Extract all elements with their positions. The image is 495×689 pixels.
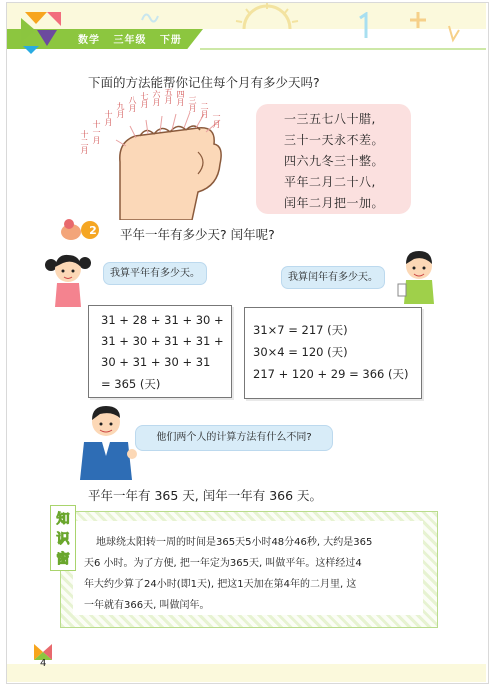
month-label: 六月 — [152, 90, 161, 106]
knowledge-line: 年大约少算了24小时(即1天), 把这1天加在第4年的二月里, 这 — [84, 579, 357, 590]
rhyme-box — [256, 104, 411, 214]
knowledge-line: 地球绕太阳转一周的时间是365天5小时48分46秒, 大约是365 — [96, 537, 373, 548]
question-number: 2 — [89, 224, 97, 237]
boy-calculation-card — [244, 307, 422, 399]
month-label: 二月 — [200, 102, 209, 118]
knowledge-tab — [50, 505, 76, 571]
rhyme-line: 一三五七八十腊, — [284, 112, 376, 126]
calc-line: 217 + 120 + 29 = 366 (天) — [253, 367, 409, 381]
month-label: 三月 — [188, 96, 197, 112]
rhyme-line: 三十一天永不差。 — [284, 133, 385, 147]
calc-line: 30 + 31 + 30 + 31 — [101, 355, 211, 369]
month-label: 四月 — [176, 90, 185, 106]
month-label: 九月 — [116, 102, 125, 118]
calc-line: 30×4 = 120 (天) — [253, 345, 348, 359]
girl-speech-bubble: 我算平年有多少天。 — [103, 262, 207, 285]
header-title: 数学 三年级 下册 — [78, 35, 182, 46]
month-label: 八月 — [128, 96, 137, 112]
boy-avatar — [396, 246, 442, 304]
teacher-speech-bubble: 他们两个人的计算方法有什么不同? — [135, 425, 333, 451]
knowledge-title-char: 识 — [56, 532, 70, 547]
plus-decoration — [408, 10, 428, 30]
rhyme-line: 四六九冬三十整。 — [284, 154, 385, 168]
month-label: 五月 — [164, 88, 173, 104]
tick-decoration — [445, 22, 463, 44]
calc-line: 31×7 = 217 (天) — [253, 323, 348, 337]
calc-line: 31 + 28 + 31 + 30 + — [101, 313, 224, 327]
header-rule — [200, 48, 486, 50]
month-label: 十月 — [104, 110, 113, 126]
month-label: 七月 — [140, 92, 149, 108]
question-text: 平年一年有多少天? 闰年呢? — [120, 227, 275, 242]
squiggle-decoration — [140, 6, 164, 26]
conclusion-text: 平年一年有 365 天, 闰年一年有 366 天。 — [88, 488, 323, 503]
knowledge-line: 一年就有366天, 叫做闰年。 — [84, 600, 210, 611]
calc-line: = 365 (天) — [101, 377, 161, 391]
boy-speech-bubble: 我算闰年有多少天。 — [281, 266, 385, 289]
month-label: 十二月 — [80, 130, 89, 154]
number-one-decoration — [354, 12, 374, 40]
sun-decoration — [232, 3, 302, 29]
teacher-avatar — [78, 402, 140, 480]
intro-question: 下面的方法能帮你记住每个月有多少天吗? — [88, 75, 320, 90]
rhyme-line: 闰年二月把一加。 — [284, 196, 385, 210]
knowledge-title-char: 窗 — [56, 552, 70, 567]
month-label: 一月 — [212, 112, 221, 128]
knowledge-line: 天6 小时。为了方便, 把一年定为365天, 叫做平年。这样经过4 — [84, 558, 362, 569]
month-label: 十一月 — [92, 120, 101, 144]
footer-bar — [7, 664, 486, 682]
girl-avatar — [43, 249, 93, 307]
rhyme-line: 平年二月二十八, — [284, 175, 376, 189]
knowledge-title-char: 知 — [56, 512, 70, 527]
tangram-logo-icon — [17, 8, 67, 54]
calc-line: 31 + 30 + 31 + 31 + — [101, 334, 224, 348]
girl-calculation-card — [88, 305, 232, 398]
page-number: 4 — [40, 658, 47, 669]
